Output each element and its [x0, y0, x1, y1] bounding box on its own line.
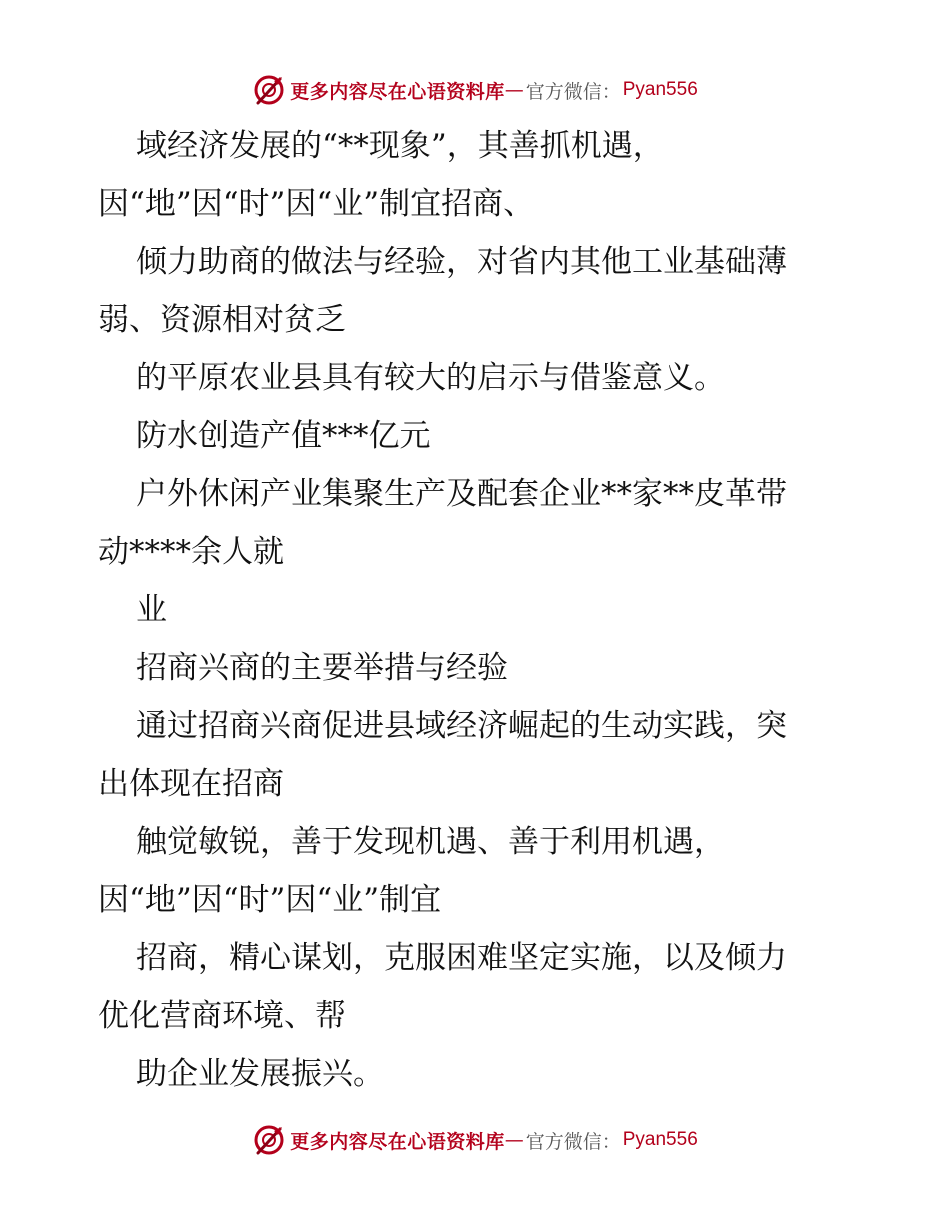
banner-separator: —	[504, 1129, 524, 1151]
banner-official-label: 官方微信：	[525, 1130, 621, 1153]
text-line: 弱、资源相对贫乏	[98, 302, 346, 338]
text-line: 防水创造产值***亿元	[136, 418, 431, 454]
document-body	[98, 117, 858, 1103]
header-banner	[0, 70, 950, 110]
text-line: 出体现在招商	[98, 766, 284, 802]
banner-wechat-id: Pyan556	[622, 79, 698, 100]
text-line: 触觉敏锐，善于发现机遇、善于利用机遇，	[136, 824, 725, 860]
footer-banner	[0, 1120, 950, 1160]
text-line: 助企业发展振兴。	[136, 1056, 384, 1092]
text-line: 域经济发展的“**现象”，其善抓机遇，	[136, 128, 664, 164]
quill-circle-icon	[252, 1123, 286, 1157]
banner-separator: —	[504, 79, 524, 101]
banner-wechat-id: Pyan556	[622, 1129, 698, 1150]
text-line: 通过招商兴商促进县域经济崛起的生动实践，突	[136, 708, 787, 744]
text-line: 的平原农业县具有较大的启示与借鉴意义。	[136, 360, 725, 396]
text-line: 招商，精心谋划，克服困难坚定实施，以及倾力	[136, 940, 787, 976]
text-line: 因“地”因“时”因“业”制宜招商、	[98, 186, 535, 222]
text-line: 招商兴商的主要举措与经验	[136, 650, 508, 686]
text-line: 优化营商环境、帮	[98, 998, 346, 1034]
text-line: 户外休闲产业集聚生产及配套企业**家**皮革带	[136, 476, 787, 512]
banner-official-label: 官方微信：	[525, 80, 621, 103]
banner-text: 更多内容尽在心语资料库	[290, 1130, 505, 1153]
text-line: 倾力助商的做法与经验，对省内其他工业基础薄	[136, 244, 787, 280]
text-line: 因“地”因“时”因“业”制宜	[98, 882, 442, 918]
banner-text: 更多内容尽在心语资料库	[290, 80, 505, 103]
text-line: 动****余人就	[98, 534, 284, 570]
text-line: 业	[136, 592, 167, 628]
quill-circle-icon	[252, 73, 286, 107]
